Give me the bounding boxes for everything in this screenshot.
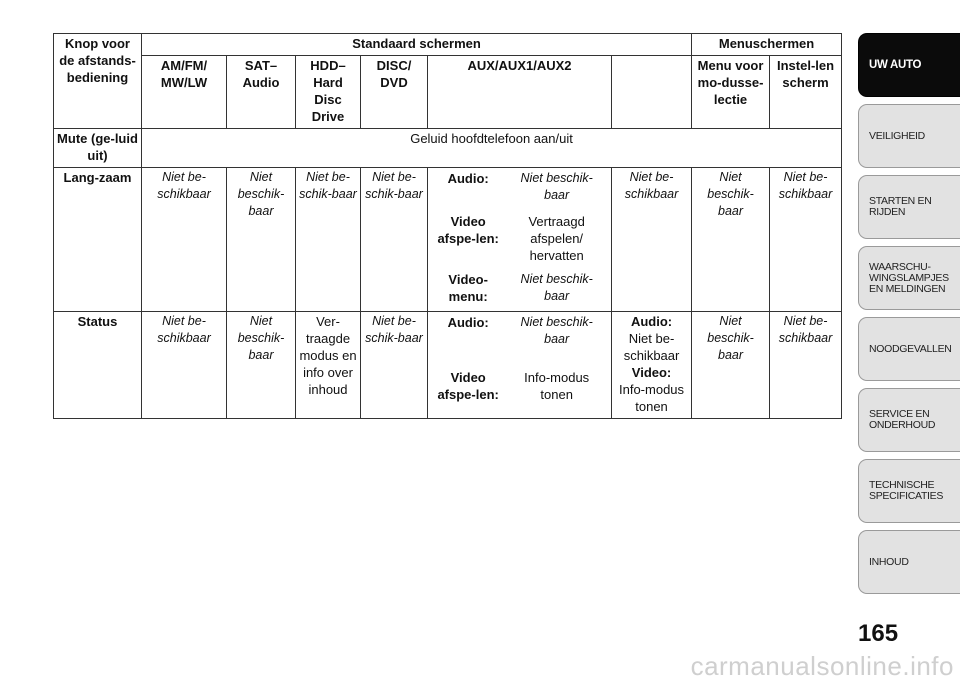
status-blank-audio-value: Niet be-schikbaar xyxy=(623,331,680,363)
lang-blank-col: Niet be-schikbaar xyxy=(612,168,692,312)
sub-aux: AUX/AUX1/AUX2 xyxy=(428,56,612,129)
status-aux-audio-value: Niet beschik-baar xyxy=(520,315,593,346)
tab-uw-auto[interactable]: UW AUTO xyxy=(858,33,960,97)
status-row xyxy=(54,312,842,419)
lang-aux xyxy=(428,168,612,312)
tab-waarschuwingslampjes[interactable]: WAARSCHU- WINGSLAMPJES EN MELDINGEN xyxy=(858,246,960,310)
header-knop: Knop voor de afstands-bediening xyxy=(54,34,142,129)
status-aux-audio-label: Audio: xyxy=(447,315,489,330)
tab-technische-specificaties[interactable]: TECHNISCHE SPECIFICATIES xyxy=(858,459,960,523)
header-standard-screens: Standaard schermen xyxy=(142,34,692,56)
status-blank-video-value: Info-modus tonen xyxy=(619,382,685,414)
lang-aux-vmenu-label: Video-menu: xyxy=(448,272,488,304)
mute-row xyxy=(54,129,842,168)
status-sat: Niet beschik-baar xyxy=(227,312,296,419)
status-disc: Niet be-schik-baar xyxy=(361,312,428,419)
mute-label: Mute (ge-luid uit) xyxy=(54,129,142,168)
status-aux-video-value: Info-modus tonen xyxy=(524,370,590,402)
chapter-tabs xyxy=(858,33,960,601)
sub-disc: DISC/ DVD xyxy=(361,56,428,129)
lang-label: Lang-zaam xyxy=(54,168,142,312)
lang-row xyxy=(54,168,842,312)
status-hdd: Ver-traagde modus en info over inhoud xyxy=(296,312,361,419)
status-blank-video-label: Video: xyxy=(631,365,672,380)
lang-aux-audio-label: Audio: xyxy=(447,171,489,186)
lang-aux-inner xyxy=(431,169,608,308)
remote-control-table xyxy=(53,33,842,419)
lang-menu-voor: Niet beschik-baar xyxy=(692,168,770,312)
sub-hdd: HDD– Hard Disc Drive xyxy=(296,56,361,129)
watermark-text: carmanualsonline.info xyxy=(690,651,954,681)
status-instel: Niet be-schikbaar xyxy=(770,312,842,419)
subheader-row xyxy=(54,56,842,129)
lang-aux-video-value: Vertraagd afspelen/ hervatten xyxy=(528,214,585,263)
tab-starten-en-rijden[interactable]: STARTEN EN RIJDEN xyxy=(858,175,960,239)
header-menu-screens: Menuschermen xyxy=(692,34,842,56)
mute-value: Geluid hoofdtelefoon aan/uit xyxy=(142,129,842,168)
status-aux xyxy=(428,312,612,419)
sub-amfm: AM/FM/ MW/LW xyxy=(142,56,227,129)
sub-instel: Instel-len scherm xyxy=(770,56,842,129)
lang-disc: Niet be-schik-baar xyxy=(361,168,428,312)
sub-menu-voor: Menu voor mo-dusse-lectie xyxy=(692,56,770,129)
status-menu-voor: Niet beschik-baar xyxy=(692,312,770,419)
status-blank-col xyxy=(612,312,692,419)
status-label: Status xyxy=(54,312,142,419)
status-aux-inner xyxy=(431,313,608,406)
sub-empty xyxy=(612,56,692,129)
status-aux-video-label: Video afspe-len: xyxy=(437,370,499,402)
lang-aux-video-label: Video afspe-len: xyxy=(437,214,499,246)
page-number: 165 xyxy=(858,620,899,647)
lang-sat: Niet beschik-baar xyxy=(227,168,296,312)
tab-inhoud[interactable]: INHOUD xyxy=(858,530,960,594)
header-row xyxy=(54,34,842,56)
status-amfm: Niet be-schikbaar xyxy=(142,312,227,419)
lang-aux-vmenu-value: Niet beschik-baar xyxy=(520,272,593,303)
sub-sat: SAT– Audio xyxy=(227,56,296,129)
lang-hdd: Niet be-schik-baar xyxy=(296,168,361,312)
lang-amfm: Niet be-schikbaar xyxy=(142,168,227,312)
lang-instel: Niet be-schikbaar xyxy=(770,168,842,312)
status-blank-audio-label: Audio: xyxy=(630,314,673,329)
tab-veiligheid[interactable]: VEILIGHEID xyxy=(858,104,960,168)
lang-aux-audio-value: Niet beschik-baar xyxy=(520,171,593,202)
tab-noodgevallen[interactable]: NOODGEVALLEN xyxy=(858,317,960,381)
tab-service-en-onderhoud[interactable]: SERVICE EN ONDERHOUD xyxy=(858,388,960,452)
